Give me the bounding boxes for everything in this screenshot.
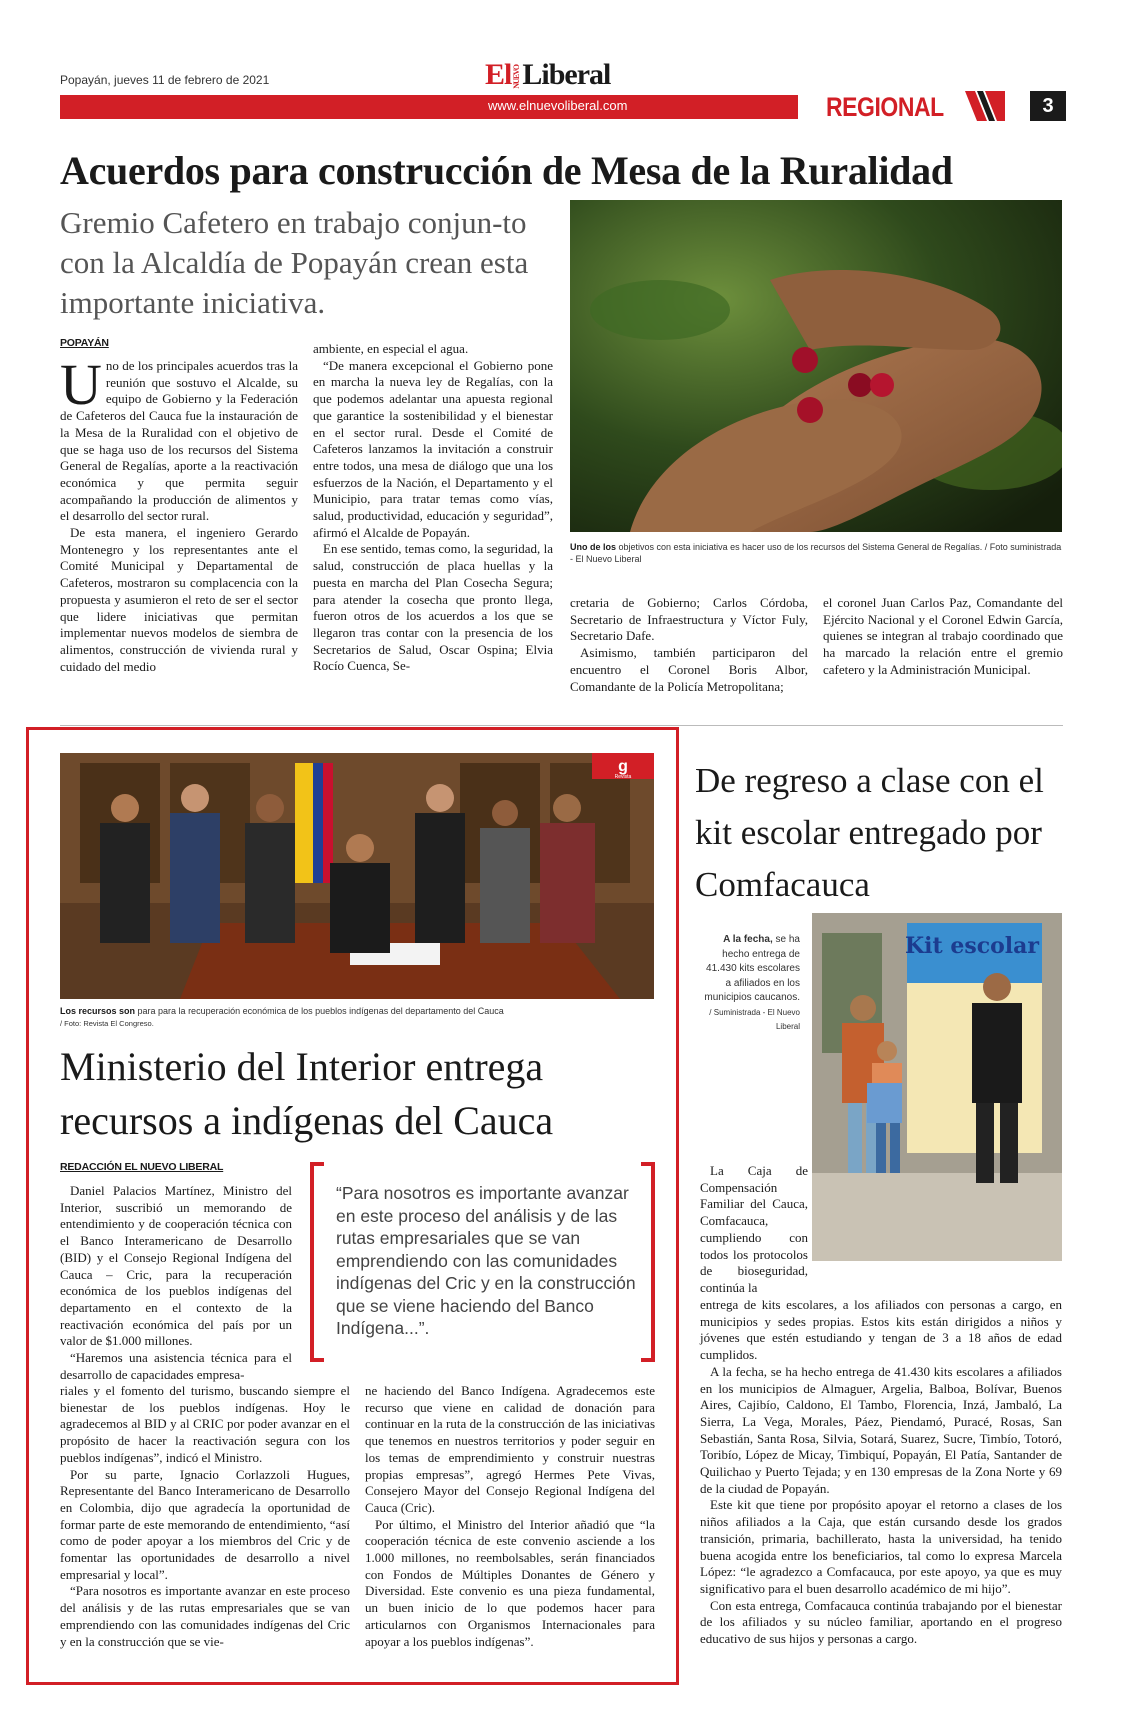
article1-subheadline: Gremio Cafetero en trabajo conjun-to con la Alcaldía de Popayán crean esta importante iniciativa. — [60, 205, 529, 320]
article2-col1-p1: Daniel Palacios Martínez, Ministro del Interior, suscribió un memorando de entendimiento y de cooperación técnica con el Banco Interamericano de Desarrollo (BID) y el Consejo Regional Indígena del Cauca – Cric, para la recuperación económica de los pueblos indígenas del departamento en el contexto de la reactivación económica del país por un valor de $1.000 millones. — [60, 1183, 292, 1349]
article1-headline: Acuerdos para construcción de Mesa de la Ruralidad — [60, 148, 953, 193]
section-divider — [60, 725, 1063, 726]
article1-col2-p2: “De manera excepcional el Gobierno pone en marcha la nueva ley de Regalías, con la que podemos adelantar una apuesta regional que garantice la sostenibilidad y el bienestar en el sector rural. Desde el Comité de Cafeteros lanzamos la invitación a construir entre todos, una mesa de diálogo que una los esfuerzos de la Nación, el Departamento y el Municipio, para tratar temas como vías, salud, productividad, educación y seguridad”, afirmó el Alcalde de Popayán. — [313, 357, 553, 540]
logo-nuevo: NUEVO — [512, 65, 522, 89]
signing-ceremony-photo — [60, 753, 654, 999]
article1-col3-p2: Asimismo, también participaron del encuentro el Coronel Boris Albor, Comandante de la Policía Metropolitana; — [570, 645, 808, 694]
article1-col2-p1: ambiente, en especial el agua. — [313, 341, 469, 356]
logo-liberal: Liberal — [522, 58, 611, 91]
article2-headline: Ministerio del Interior entrega recursos a indígenas del Cauca — [60, 1044, 554, 1143]
article3-column-wide — [700, 1297, 1062, 1648]
page-number: 3 — [1030, 91, 1066, 121]
header-red-bar — [60, 95, 798, 119]
pull-quote — [310, 1162, 655, 1372]
article2-col1-p4: “Para nosotros es importante avanzar en este proceso del análisis y de las rutas empresariales que se van emprendiendo con las comunidades indígenas del Cric y en la construcción que se vie- — [60, 1583, 350, 1649]
photo-logo-letter: g — [618, 758, 628, 775]
article3-p1a: La Caja de Compensación Familiar del Cauca, Comfacauca, cumpliendo con todos los protocolos de bioseguridad, continúa la — [700, 1163, 808, 1295]
article1-photo-caption — [570, 541, 1062, 565]
article2-caption-credit: / Foto: Revista El Congreso. — [60, 1019, 154, 1028]
article1-column-3 — [570, 595, 808, 695]
article3-p2: A la fecha, se ha hecho entrega de 41.430 kits escolares a afiliados en los municipios de Almaguer, Argelia, Balboa, Bolívar, Buenos Aires, Cajibío, Caldono, El Tambo, Florencia, Inzá, Jambaló, La Sierra, La Vega, Morales, Páez, Piendamó, Puracé, Rosas, San Sebastián, Santa Rosa, Silvia, Sotará, Suarez, Sucre, Timbío, Totoró, Toribío, López de Micay, Timbiquí, Popayán, El Patía, Santander de Quilichao y Puerto Tejada; y en 130 empresas de la Zona Norte y 69 de la ciudad de Popayán. — [700, 1363, 1062, 1496]
article2-col1-p3: Por su parte, Ignacio Corlazzoli Hugues, Representante del Banco Interamericano de Desarrollo en Colombia, dijo que agradecía la oportunidad de formar parte de este memorando de entendimiento, “así como de poder apoyar a los miembros del Cric y de fomentar las oportunidades de desarrollo a nivel empresarial y local”. — [60, 1466, 350, 1582]
article3-headline: De regreso a clase con el kit escolar entregado por Comfacauca — [695, 761, 1044, 904]
quote-bracket-left — [310, 1162, 324, 1362]
article1-col1-p1: no de los principales acuerdos tras la reunión que sostuvo el Alcalde, su equipo de Gobierno y la Federación de Cafeteros del Cauca fue la instauración de la Mesa de la Ruralidad con el objetivo de que se haga uso de los recursos del Sistema General de Regalías, aporte a la reactivación económica y que permita seguir acompañando la producción de alimentos y el desarrollo del sector rural. — [60, 358, 298, 524]
article2-col1-p2b: riales y el fomento del turismo, buscando siempre el bienestar de los pueblos indígenas. Hoy le agradecemos al BID y al CRIC por poder avanzar en el propósito de hacer la reactivación segura con los pueblos indígenas”, indicó el Ministro. — [60, 1383, 350, 1465]
article2-col2-p1: ne haciendo del Banco Indígena. Agradecemos este recurso que viene en calidad de donación para continuar en la ruta de la construcción de las iniciativas que tenemos en nuestros territorios y poder seguir en los temas de emprendimiento y construir nuestras propias empresas”, agregó Hermes Pete Vivas, Consejero Mayor del Consejo Regional Indígena del Cauca (Cric). — [365, 1383, 655, 1515]
dropcap: U — [60, 352, 102, 417]
article1-caption-text: objetivos con esta iniciativa es hacer uso de los recursos del Sistema General de Regalías. / Foto suministrada - El Nuevo Liberal — [570, 542, 1062, 564]
article1-column-4 — [823, 595, 1063, 679]
article2-column-2 — [365, 1383, 655, 1650]
article1-col1-p2: De esta manera, el ingeniero Gerardo Montenegro y los representantes ante el Comité Municipal y Departamental de Cafeteros, mostraron su complacencia con la propuesta y asumieron el reto de ser el sector que lidere iniciativas que permitan implementar nuevos modelos de siembra de alimentos, construcción de vivienda rural y cuidado del medio — [60, 525, 298, 674]
article2-col1-p2a: “Haremos una asistencia técnica para el desarrollo de capacidades empresa- — [60, 1350, 292, 1382]
kit-escolar-photo — [812, 913, 1062, 1261]
article1-col3-p1: cretaria de Gobierno; Carlos Córdoba, Secretario de Infraestructura y Víctor Fuly, Secretario Dafe. — [570, 595, 808, 644]
article2-column-1b — [60, 1383, 350, 1650]
article3-photo-caption — [700, 933, 800, 1035]
article3-p4: Con esta entrega, Comfacauca continúa trabajando por el bienestar de los afiliados y su núcleo familiar, aportando en el progreso educativo de sus hijos y personas a cargo. — [700, 1597, 1062, 1647]
article3-p3: Este kit que tiene por propósito apoyar el retorno a clases de los niños afiliados a la Caja, que están cursando desde los grados transición, primaria, bachillerato, hasta la universidad, ha tenido buena acogida entre los beneficiarios, tal como lo expresa Marcela López: “le agradezco a Comfacauca, por este apoyo, ya que es muy significativo para el buen desarrollo académico de mi hijo”. — [700, 1497, 1062, 1596]
section-title: REGIONAL — [826, 92, 944, 122]
article1-col2-p3: En ese sentido, temas como, la seguridad, la salud, construcción de placa huellas y la puesta en marcha del Plan Cosecha Segura; para atender la cosecha que pronto llega, fueron otros de los acuerdos a los que se llegaron tras contar con la presencia de los Secretarios de Salud, Oscar Ospina; Elvia Rocío Cuenca, Se- — [313, 541, 553, 674]
article2-caption-bold: Los recursos son — [60, 1006, 136, 1016]
article2-column-1 — [60, 1183, 292, 1383]
article3-caption-bold: A la fecha, — [723, 934, 773, 945]
photo-logo-sub: Revista — [614, 774, 632, 780]
article1-kicker: POPAYÁN — [60, 337, 109, 349]
header-stripes-icon — [965, 91, 1005, 121]
article2-caption-text: para para la recuperación económica de los pueblos indígenas del departamento del Cauca — [135, 1006, 504, 1016]
logo-el: El — [485, 58, 512, 91]
pull-quote-text: “Para nosotros es importante avanzar en este proceso del análisis y de las rutas empresariales que se van emprendiendo con las comunidades indígenas del Cric y en la construcción que se viene haciendo del Banco Indígena...”. — [336, 1183, 636, 1338]
dateline: Popayán, jueves 11 de febrero de 2021 — [60, 73, 270, 87]
banner-text: Kit escolar — [905, 933, 1039, 959]
article2-photo-caption — [60, 1005, 654, 1030]
article1-column-2 — [313, 341, 553, 675]
newspaper-logo — [485, 58, 610, 92]
site-url: www.elnuevoliberal.com — [488, 98, 628, 113]
article2-kicker: REDACCIÓN EL NUEVO LIBERAL — [60, 1161, 224, 1173]
article3-column-narrow — [700, 1163, 808, 1297]
article3-caption-text: se ha hecho entrega de 41.430 kits escolares a afiliados en los municipios caucanos. — [704, 934, 800, 1003]
article1-col4-p1: el coronel Juan Carlos Paz, Comandante del Ejército Nacional y el Coronel Edwin García, quienes se integran al trabajo coordinado que ha marcado la relación entre el gremio cafetero y la Administración Municipal. — [823, 595, 1063, 677]
quote-bracket-right — [641, 1162, 655, 1362]
article2-col2-p2: Por último, el Ministro del Interior añadió que “la cooperación técnica de este convenio asciende a los 1.000 millones, no reembolsables, serán financiados con Fondos de Múltiples Donantes de Género y Diversidad. Este convenio es una pieza fundamental, un buen inicio de lo que podemos hacer para articularnos con Organismos Internacionales para apoyar a los pueblos indígenas”. — [365, 1516, 655, 1649]
article1-caption-bold: Uno de los — [570, 542, 617, 552]
article3-caption-credit: / Suministrada - El Nuevo Liberal — [709, 1007, 800, 1031]
article3-p1b: entrega de kits escolares, a los afiliados con personas a cargo, en municipios y sedes propias. Estos kits están dirigidos a niños y jóvenes que estén estudiando y tengan de 3 a 18 años de edad cumplidos. — [700, 1297, 1062, 1363]
coffee-hands-photo — [570, 200, 1062, 532]
article1-column-1 — [60, 352, 298, 675]
